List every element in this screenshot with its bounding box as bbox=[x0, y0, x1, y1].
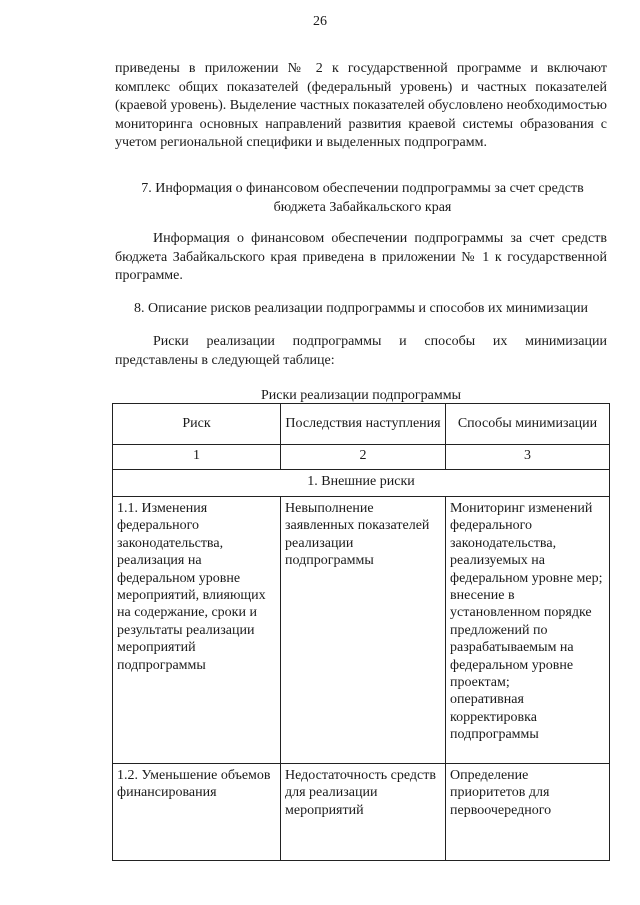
section-7-paragraph: Информация о финансовом обеспечении подпрограммы за счет средств бюджета Забайкальского края приведена в приложении № 1 к государственной программе. bbox=[115, 231, 607, 284]
section-7-heading: 7. Информация о финансовом обеспечении подпрограммы за счет средств бюджета Забайкальского края bbox=[141, 181, 584, 215]
mitigation-cell: Мониторинг изменений федерального законодательства, реализуемых на федеральном уровне мер; внесение в установленном порядке предложений по разрабатываемым на федеральном уровне проектам; оперативная корректировка подпрограммы bbox=[446, 497, 610, 764]
intro-paragraph: приведены в приложении № 2 к государственной программе и включают комплекс общих показателей (федеральный уровень) и частных показателей (краевой уровень). Выделение частных показателей обусловлено необходимостью мониторинга основных направлений развития краевой системы образования с учетом региональной специфики и выделенных подпрограмм. bbox=[115, 61, 607, 151]
section-8-paragraph: Риски реализации подпрограммы и способы их минимизации представлены в следующей таблице: bbox=[115, 334, 607, 368]
section-8-heading: 8. Описание рисков реализации подпрограммы и способов их минимизации bbox=[134, 301, 588, 316]
risk-cell: 1.2. Уменьшение объемов финансирования bbox=[113, 764, 281, 861]
header-risk: Риск bbox=[113, 404, 281, 445]
section-title-external-risks: 1. Внешние риски bbox=[113, 470, 610, 497]
header-consequence: Последствия наступления bbox=[281, 404, 446, 445]
mitigation-cell: Определение приоритетов для первоочередного bbox=[446, 764, 610, 861]
table-caption: Риски реализации подпрограммы bbox=[261, 388, 461, 403]
page-number: 26 bbox=[313, 14, 327, 29]
risks-table bbox=[112, 403, 610, 861]
column-number-row bbox=[113, 445, 610, 470]
table-header-row bbox=[113, 404, 610, 445]
table-row bbox=[113, 497, 610, 764]
consequence-cell: Невыполнение заявленных показателей реализации подпрограммы bbox=[281, 497, 446, 764]
consequence-cell: Недостаточность средств для реализации мероприятий bbox=[281, 764, 446, 861]
table-row bbox=[113, 764, 610, 861]
column-number-3: 3 bbox=[446, 445, 610, 470]
column-number-1: 1 bbox=[113, 445, 281, 470]
header-mitigation: Способы минимизации bbox=[446, 404, 610, 445]
column-number-2: 2 bbox=[281, 445, 446, 470]
risk-cell: 1.1. Изменения федерального законодательства, реализация на федеральном уровне мероприятий, влияющих на содержание, сроки и результаты реализации мероприятий подпрограммы bbox=[113, 497, 281, 764]
section-row bbox=[113, 470, 610, 497]
